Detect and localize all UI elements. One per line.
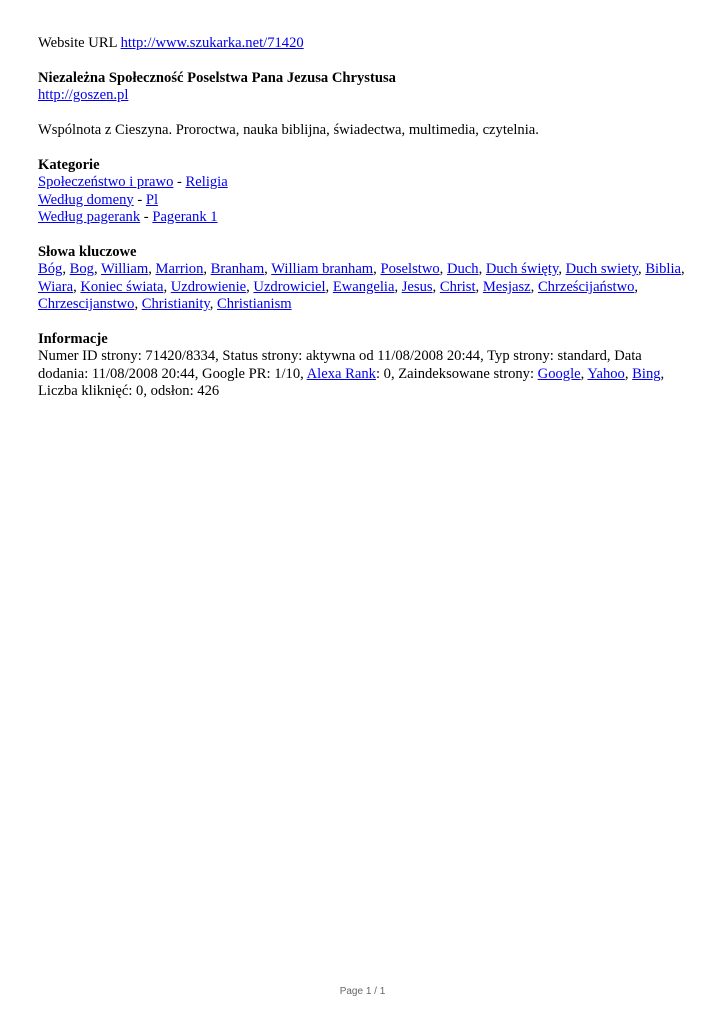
site-title: Niezależna Społeczność Poselstwa Pana Jezusa Chrystusa <box>38 69 396 86</box>
info-heading: Informacje <box>38 330 108 347</box>
category-separator: - <box>173 174 186 191</box>
keyword-link[interactable]: Bóg <box>38 261 63 278</box>
website-url-label: Website URL <box>38 35 117 51</box>
google-link[interactable]: Google <box>537 365 581 382</box>
keyword-link[interactable]: Chrześcijaństwo <box>537 278 635 295</box>
website-url-line <box>38 35 693 52</box>
category-separator: - <box>133 191 146 208</box>
keyword-link[interactable]: Christianism <box>217 296 292 313</box>
category-link[interactable]: Społeczeństwo i prawo <box>38 174 174 191</box>
keyword-link[interactable]: Poselstwo <box>380 261 440 278</box>
keyword-link[interactable]: Branham <box>210 261 265 278</box>
keyword-link[interactable]: William branham <box>271 261 374 278</box>
keyword-link[interactable]: William <box>101 261 149 278</box>
document-page <box>38 35 693 418</box>
alexa-rank-link[interactable]: Alexa Rank <box>306 365 376 382</box>
category-row <box>38 174 693 191</box>
keyword-link[interactable]: Mesjasz <box>482 278 531 295</box>
keywords-list: Bóg, Bog, William, Marrion, Branham, William branham, Poselstwo, Duch, Duch święty, Duch swiety, Biblia, Wiara, Koniec świata, Uzdrowienie, Uzdrowiciel, Ewangelia, Jesus, Christ, Mesjasz, Chrześcijaństwo, Chrzescijanstwo, Christianity, Christianism <box>38 261 685 313</box>
info-comma-1: , <box>580 365 588 382</box>
categories-heading: Kategorie <box>38 156 100 173</box>
keywords-section <box>38 244 693 314</box>
info-section <box>38 331 693 401</box>
categories-section <box>38 157 693 227</box>
keyword-link[interactable]: Christianity <box>141 296 210 313</box>
keyword-link[interactable]: Christ <box>439 278 476 295</box>
info-text <box>38 348 693 400</box>
keyword-link[interactable]: Bog <box>69 261 94 278</box>
keyword-link[interactable]: Duch swiety <box>565 261 639 278</box>
keyword-link[interactable]: Koniec świata <box>80 278 164 295</box>
keyword-link[interactable]: Duch święty <box>485 261 559 278</box>
keywords-heading: Słowa kluczowe <box>38 243 137 260</box>
info-text-part3: , Liczba kliknięć: 0, odsłon: 426 <box>38 365 665 400</box>
keyword-link[interactable]: Uzdrowienie <box>170 278 247 295</box>
keyword-link[interactable]: Jesus <box>401 278 433 295</box>
keyword-link[interactable]: Wiara <box>38 278 74 295</box>
keyword-link[interactable]: Ewangelia <box>332 278 395 295</box>
category-row <box>38 209 693 226</box>
site-description: Wspólnota z Cieszyna. Proroctwa, nauka biblijna, świadectwa, multimedia, czytelnia. <box>38 122 539 138</box>
keyword-link[interactable]: Uzdrowiciel <box>253 278 326 295</box>
website-url-link[interactable]: http://www.szukarka.net/71420 <box>120 35 304 51</box>
keyword-link[interactable]: Biblia <box>645 261 682 278</box>
keyword-link[interactable]: Duch <box>446 261 479 278</box>
info-text-part1: Numer ID strony: 71420/8334, Status strony: aktywna od 11/08/2008 20:44, Typ strony: standard, Data dodania: 11/08/2008 20:44, Google PR: 1/10, <box>38 348 642 382</box>
subcategory-link[interactable]: Pagerank 1 <box>152 209 218 226</box>
subcategory-link[interactable]: Pl <box>145 191 159 208</box>
site-section <box>38 70 693 105</box>
category-link[interactable]: Według pagerank <box>38 209 141 226</box>
keyword-link[interactable]: Marrion <box>155 261 204 278</box>
categories-list <box>38 174 693 226</box>
yahoo-link[interactable]: Yahoo <box>587 365 625 382</box>
info-text-part2: : 0, Zaindeksowane strony: <box>375 365 538 382</box>
subcategory-link[interactable]: Religia <box>185 174 228 191</box>
site-url-link[interactable]: http://goszen.pl <box>38 87 129 104</box>
info-comma-2: , <box>624 365 633 382</box>
page-footer: Page 1 / 1 <box>339 986 386 997</box>
bing-link[interactable]: Bing <box>632 365 661 382</box>
category-link[interactable]: Według domeny <box>38 191 134 208</box>
category-row <box>38 192 693 209</box>
keyword-link[interactable]: Chrzescijanstwo <box>38 296 135 313</box>
category-separator: - <box>140 209 153 226</box>
